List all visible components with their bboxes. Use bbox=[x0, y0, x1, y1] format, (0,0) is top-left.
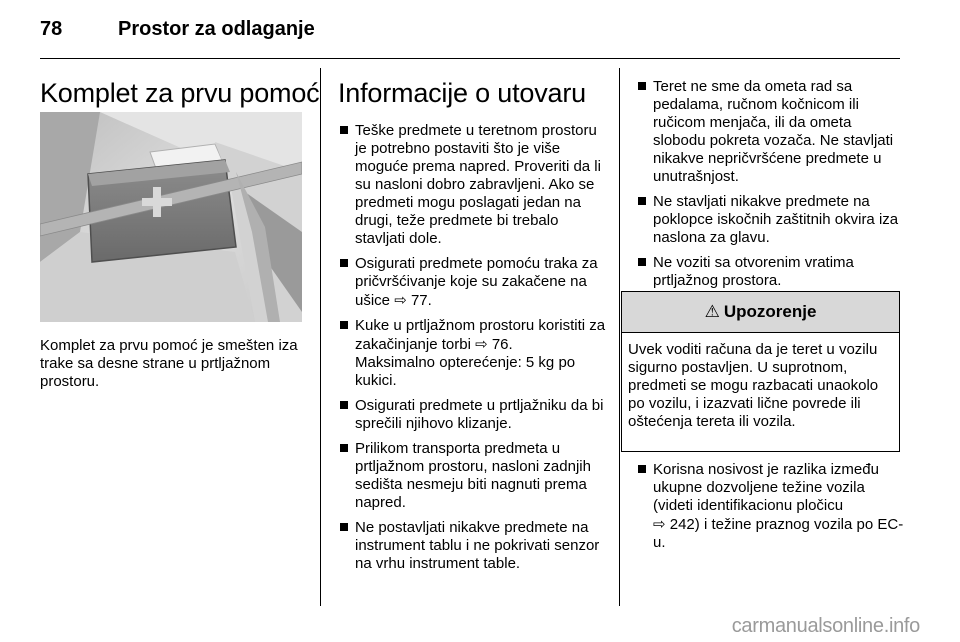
first-aid-kit-photo bbox=[40, 112, 302, 322]
warning-triangle-icon: ⚠ bbox=[704, 302, 720, 322]
bullet-icon bbox=[340, 321, 348, 329]
watermark: carmanualsonline.info bbox=[731, 615, 920, 637]
page-reference-arrow-icon: ⇨ bbox=[394, 291, 407, 309]
loading-info-title: Informacije o utovaru bbox=[338, 78, 586, 108]
first-aid-title: Komplet za prvu pomoć bbox=[40, 78, 320, 108]
column-divider bbox=[320, 68, 321, 606]
first-aid-caption: Komplet za prvu pomoć je smešten iza trake sa desne strane u prtljažnom prostoru. bbox=[40, 337, 298, 390]
chapter-title: Prostor za odlaganje bbox=[118, 18, 315, 40]
bullet-icon bbox=[340, 401, 348, 409]
page-reference-arrow-icon: ⇨ bbox=[475, 335, 488, 353]
list-item: Prilikom transporta predmeta u prtljažnom prostoru, nasloni zadnjih sedišta nesmeju biti nagnuti prema napred. bbox=[340, 440, 606, 512]
list-item: Teške predmete u teretnom prostoru je potrebno postaviti što je više moguće prema napred. Proveriti da li su nasloni dobro zabravljeni. Ako se predmeti mogu poslagati jedan na drugi, teže predmete bi trebalo stavljati dole. bbox=[340, 122, 606, 248]
list-item: Kuke u prtljažnom prostoru koristiti za zakačinjanje torbi ⇨ 76. Maksimalno opterećenje: 5 kg po kukici. bbox=[340, 317, 606, 390]
max-load-note: Maksimalno opterećenje: 5 kg po kukici. bbox=[355, 354, 576, 389]
loading-info-list bbox=[340, 122, 606, 580]
warning-text: Uvek voditi računa da je teret u vozilu sigurno postavljen. U suprotnom, predmeti se mogu razbacati unaokolo po vozilu, i izazvati lične povrede ili oštećenja tereta ili vozila. bbox=[628, 341, 879, 430]
page-reference[interactable]: 242) i težine praznog vozila po EC-u. bbox=[653, 516, 904, 551]
bullet-icon bbox=[638, 197, 646, 205]
list-item: Korisna nosivost je razlika između ukupne dozvoljene težine vozila (videti identifikacionu pločicu ⇨ 242) i težine praznog vozila po EC-u. bbox=[638, 461, 904, 552]
page-number: 78 bbox=[40, 18, 63, 40]
list-item: Ne voziti sa otvorenim vratima prtljažnog prostora. bbox=[638, 254, 904, 290]
bullet-icon bbox=[638, 82, 646, 90]
column-divider bbox=[619, 68, 620, 606]
cargo-rules-list bbox=[638, 78, 904, 297]
warning-title: Upozorenje bbox=[723, 302, 817, 321]
list-item: Ne stavljati nikakve predmete na poklopce iskočnih zaštitnih okvira iza naslona za glavu. bbox=[638, 193, 904, 247]
page-reference[interactable]: 76. bbox=[491, 336, 513, 353]
bullet-icon bbox=[340, 523, 348, 531]
bullet-icon bbox=[340, 444, 348, 452]
bullet-icon bbox=[340, 126, 348, 134]
list-item: Ne postavljati nikakve predmete na instrument tablu i ne pokrivati senzor na vrhu instrument table. bbox=[340, 519, 606, 573]
warning-header bbox=[622, 292, 899, 333]
bullet-icon bbox=[638, 258, 646, 266]
header-rule bbox=[40, 58, 900, 59]
list-item: Osigurati predmete u prtljažniku da bi sprečili njihovo klizanje. bbox=[340, 397, 606, 433]
page-reference[interactable]: 77. bbox=[410, 292, 432, 309]
bullet-icon bbox=[340, 259, 348, 267]
list-item: Teret ne sme da ometa rad sa pedalama, ručnom kočnicom ili ručicom menjača, ili da ometa slobodu pokreta vozača. Ne stavljati nikakve nepričvršćene predmete u unutrašnjost. bbox=[638, 78, 904, 186]
list-item: Osigurati predmete pomoću traka za pričvršćivanje koje su zakačene na ušice ⇨ 77. bbox=[340, 255, 606, 310]
bullet-icon bbox=[638, 465, 646, 473]
payload-list bbox=[638, 461, 904, 559]
page-header bbox=[40, 18, 920, 48]
page-reference-arrow-icon: ⇨ bbox=[653, 515, 666, 533]
warning-box bbox=[621, 291, 900, 452]
